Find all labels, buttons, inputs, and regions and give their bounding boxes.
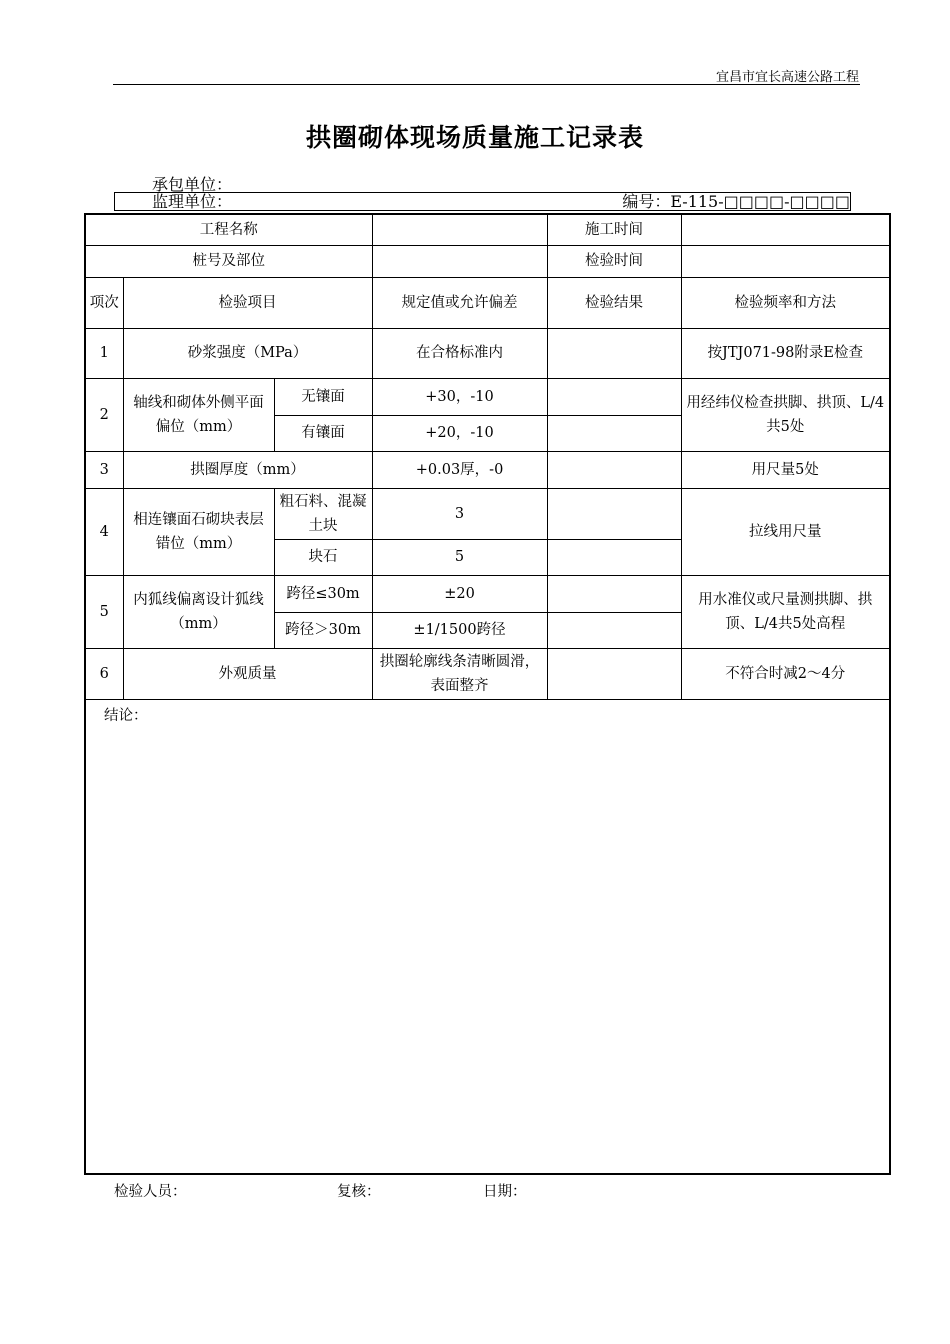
construction-time-label: 施工时间 (547, 214, 681, 245)
row-result-cell[interactable] (547, 378, 681, 415)
col-result-header: 检验结果 (547, 277, 681, 328)
form-code: 编号：E-115-□□□□-□□□□ (622, 192, 850, 211)
col-index-header: 项次 (85, 277, 123, 328)
row-result-cell[interactable] (547, 488, 681, 539)
col-item-header: 检验项目 (123, 277, 372, 328)
conclusion-row (85, 699, 890, 1174)
row-spec: +30，-10 (372, 378, 547, 415)
row-spec: +0.03厚，-0 (372, 451, 547, 488)
info-row-1 (85, 214, 890, 245)
row-index: 1 (85, 328, 123, 378)
conclusion-label: 结论： (104, 707, 148, 724)
date-label: 日期： (483, 1184, 527, 1200)
row-spec: 拱圈轮廓线条清晰圆滑，表面整齐 (372, 648, 547, 699)
row-method: 用水准仪或尺量测拱脚、拱顶、L/4共5处高程 (681, 575, 890, 648)
row-sub-item: 跨径≤30m (274, 575, 372, 612)
row-method: 用尺量5处 (681, 451, 890, 488)
table-row (85, 488, 890, 539)
inspector-label: 检验人员： (114, 1184, 187, 1200)
row-sub-item: 有镶面 (274, 415, 372, 451)
row-sub-item: 粗石料、混凝土块 (274, 488, 372, 539)
page-title: 拱圈砌体现场质量施工记录表 (305, 123, 644, 152)
supervisor-label: 监理单位： (152, 192, 233, 211)
project-name-cell[interactable] (372, 214, 547, 245)
row-spec: 5 (372, 539, 547, 575)
row-method: 用经纬仪检查拱脚、拱顶、L/4共5处 (681, 378, 890, 451)
project-name-label: 工程名称 (85, 214, 372, 245)
table-row (85, 575, 890, 612)
row-spec: 3 (372, 488, 547, 539)
table-row (85, 648, 890, 699)
row-item: 砂浆强度（MPa） (123, 328, 372, 378)
row-index: 6 (85, 648, 123, 699)
inspection-time-cell[interactable] (681, 245, 890, 277)
row-spec: 在合格标准内 (372, 328, 547, 378)
project-header: 宜昌市宜长高速公路工程 (715, 70, 859, 85)
station-label: 桩号及部位 (85, 245, 372, 277)
row-result-cell[interactable] (547, 539, 681, 575)
row-result-cell[interactable] (547, 648, 681, 699)
table-row (85, 328, 890, 378)
row-spec: ±1/1500跨径 (372, 612, 547, 648)
column-header-row (85, 277, 890, 328)
row-result-cell[interactable] (547, 612, 681, 648)
info-row-2 (85, 245, 890, 277)
row-item: 拱圈厚度（mm） (123, 451, 372, 488)
row-index: 4 (85, 488, 123, 575)
contractor-label: 承包单位： (152, 175, 233, 194)
construction-time-cell[interactable] (681, 214, 890, 245)
inspection-time-label: 检验时间 (547, 245, 681, 277)
reviewer-label: 复核： (337, 1184, 381, 1200)
col-method-header: 检验频率和方法 (681, 277, 890, 328)
row-sub-item: 跨径＞30m (274, 612, 372, 648)
row-result-cell[interactable] (547, 328, 681, 378)
row-result-cell[interactable] (547, 575, 681, 612)
table-row (85, 378, 890, 415)
row-index: 5 (85, 575, 123, 648)
record-table (84, 213, 891, 1175)
row-method: 拉线用尺量 (681, 488, 890, 575)
row-sub-item: 块石 (274, 539, 372, 575)
row-result-cell[interactable] (547, 415, 681, 451)
row-item: 轴线和砌体外侧平面偏位（mm） (123, 378, 274, 451)
row-index: 3 (85, 451, 123, 488)
row-item: 内狐线偏离设计狐线（mm） (123, 575, 274, 648)
row-item: 相连镶面石砌块表层错位（mm） (123, 488, 274, 575)
row-spec: +20，-10 (372, 415, 547, 451)
row-index: 2 (85, 378, 123, 451)
header-divider (113, 84, 860, 85)
conclusion-cell[interactable] (85, 699, 890, 1174)
station-cell[interactable] (372, 245, 547, 277)
table-row (85, 451, 890, 488)
row-spec: ±20 (372, 575, 547, 612)
col-spec-header: 规定值或允许偏差 (372, 277, 547, 328)
row-result-cell[interactable] (547, 451, 681, 488)
row-method: 按JTJ071-98附录E检查 (681, 328, 890, 378)
row-sub-item: 无镶面 (274, 378, 372, 415)
row-item: 外观质量 (123, 648, 372, 699)
row-method: 不符合时减2～4分 (681, 648, 890, 699)
